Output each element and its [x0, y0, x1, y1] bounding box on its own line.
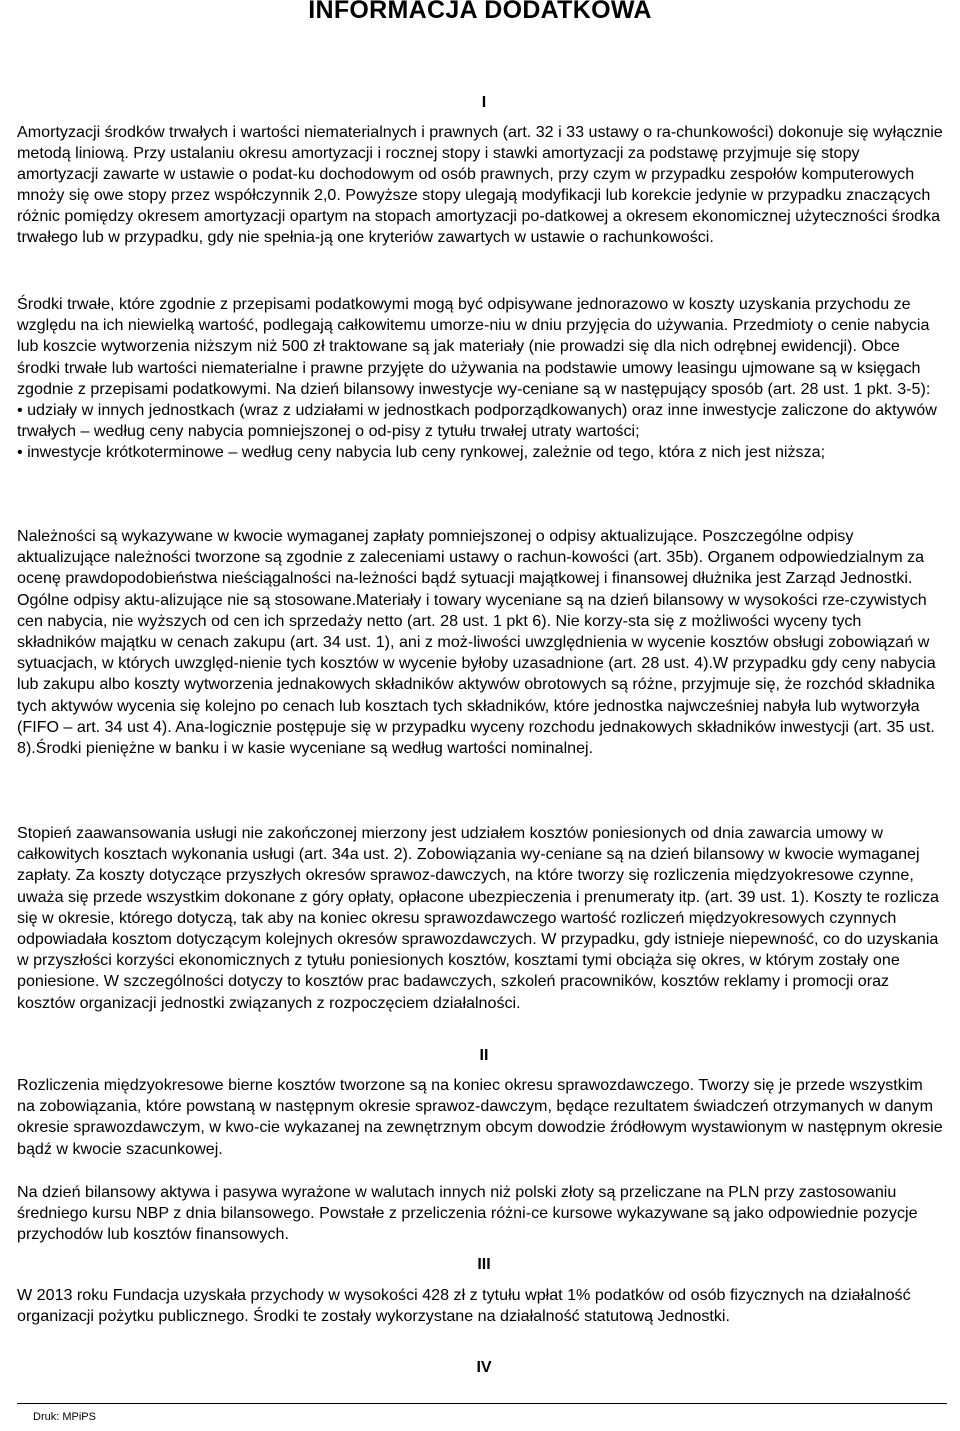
paragraph-currency: [17, 1182, 943, 1246]
paragraph-currency-text: Na dzień bilansowy aktywa i pasywa wyrażone w walutach innych niż polski złoty są przeliczane na PLN przy zastosowaniu średniego kursu NBP z dnia bilansowego. Powstałe z przeliczenia różni-ce kursowe wykazywane są jako odpowiednie pozycje przychodów lub kosztów finansowych.: [17, 1183, 918, 1244]
section-number-4: IV: [476, 1359, 492, 1376]
paragraph-receivables-text: Należności są wykazywane w kwocie wymaganej zapłaty pomniejszonej o odpisy aktualizujące. Poszczególne odpisy aktualizujące należności tworzone są zgodnie z zaleceniami ustawy o rachun-kowości (art. 35b). Organem odpowiedzialnym za ocenę prawdopodobieństwa nieściągalności na-leżności bądź sytuacji majątkowej i finansowej dłużnika jest Zarząd Jednostki. Ogólne odpisy aktu-alizujące nie są stosowane.Materiały i towary wyceniane są na dzień bilansowy w wysokości rze-czywistych cen nabycia, nie wyższych od cen ich sprzedaży netto (art. 28 ust. 1 pkt 6). Nie korzy-sta się z możliwości wyceny tych składników majątku w cenach zakupu (art. 34 ust. 1), ani z moż-liwości uwzględnienia w wycenie kosztów obsługi zobowiązań w sytuacjach, w których uwzględ-nienie tych kosztów w wycenie byłoby uzasadnione (art. 28 ust. 4).W przypadku gdy ceny nabycia lub zakupu albo koszty wytworzenia jednakowych składników aktywów obrotowych są różne, przyjmuje się, że rozchód składnika tych aktywów wycenia się kolejno po cenach lub kosztach tych składników, które jednostka najwcześniej nabyła lub wytworzyła (FIFO – art. 34 ust 4). Ana-logicznie postępuje się w przypadku wyceny rozchodu jednakowych składników inwestycji (art. 35 ust. 8).Środki pieniężne w banku i w kasie wyceniane są według wartości nominalnej.: [17, 527, 936, 758]
paragraph-service-progress: [17, 823, 943, 1014]
footer-print-label: Druk: MPiPS: [33, 1411, 96, 1423]
paragraph-one-percent-text: W 2013 roku Fundacja uzyskała przychody w wysokości 428 zł z tytułu wpłat 1% podatków od osób fizycznych na działalność organizacji pożytku publicznego. Środki te zostały wykorzystane na działalność statutową Jednostki.: [17, 1286, 911, 1326]
paragraph-receivables: [17, 526, 943, 759]
footer-divider: [17, 1403, 947, 1404]
paragraph-fixed-assets-text: Środki trwałe, które zgodnie z przepisami podatkowymi mogą być odpisywane jednorazowo w koszty uzyskania przychodu ze względu na ich niewielką wartość, podlegają całkowitemu umorze-niu w dniu przyjęcia do używania. Przedmioty o cenie nabycia lub koszcie wytworzenia niższym niż 500 zł traktowane są jak materiały (nie prowadzi się dla nich odrębnej ewidencji). Obce środki trwałe lub wartości niematerialne i prawne przyjęte do używania na podstawie umowy leasingu ujmowane są w księgach zgodnie z przepisami podatkowymi. Na dzień bilansowy inwestycje wy-ceniane są w następujący sposób (art. 28 ust. 1 pkt. 3-5):: [17, 295, 931, 398]
section-number-2: II: [479, 1047, 489, 1064]
section-number-1: I: [481, 94, 487, 111]
paragraph-accruals: [17, 1075, 943, 1160]
bullet-item-short-term-investments: • inwestycje krótkoterminowe – według ceny nabycia lub ceny rynkowej, zależnie od tego, która z nich jest niższa;: [17, 443, 826, 462]
paragraph-service-progress-text: Stopień zaawansowania usługi nie zakończonej mierzony jest udziałem kosztów poniesionych od dnia zawarcia umowy w całkowitych kosztach wykonania usługi (art. 34a ust. 2). Zobowiązania wy-ceniane są na dzień bilansowy w kwocie wymaganej zapłaty. Za koszty dotyczące przyszłych okresów sprawoz-dawczych, na które tworzy się rozliczenia międzyokresowe czynne, uważa się przede wszystkim dokonane z góry opłaty, opłacone ubezpieczenia i prenumeraty itp. (art. 39 ust. 1). Koszty te rozlicza się w okresie, którego dotyczą, tak aby na koniec okresu sprawozdawczego wartość rozliczeń międzyokresowych czynnych odpowiadała kosztom dotyczącym kolejnych okresów sprawozdawczych. W przypadku, gdy istnieje niepewność, co do uzyskania w przyszłości korzyści ekonomicznych z tytułu poniesionych kosztów, kosztami tymi obciąża się okres, w którym zostały one poniesione. W szczególności dotyczy to kosztów prac badawczych, szkoleń pracowników, kosztów reklamy i promocji oraz kosztów organizacji jednostki związanych z rozpoczęciem działalności.: [17, 824, 939, 1012]
paragraph-depreciation: [17, 122, 943, 248]
section-number-3: III: [477, 1256, 491, 1273]
page-title: INFORMACJA DODATKOWA: [308, 0, 652, 24]
paragraph-one-percent: [17, 1285, 943, 1327]
paragraph-accruals-text: Rozliczenia międzyokresowe bierne kosztów tworzone są na koniec okresu sprawozdawczego. Tworzy się je przede wszystkim na zobowiązania, które powstaną w następnym okresie sprawoz-dawczym, będące rezultatem świadczeń otrzymanych w danym okresie sprawozdawczym, w kwo-cie wykazanej na zewnętrznym obcym dowodzie źródłowym wystawionym w następnym okresie bądź w kwocie szacunkowej.: [17, 1076, 943, 1158]
paragraph-fixed-assets: [17, 294, 943, 464]
paragraph-depreciation-text: Amortyzacji środków trwałych i wartości niematerialnych i prawnych (art. 32 i 33 ustawy o ra-chunkowości) dokonuje się wyłącznie metodą liniową. Przy ustalaniu okresu amortyzacji i rocznej stopy i stawki amortyzacji za podstawę przyjmuje się stopy amortyzacji zawarte w ustawie o podat-ku dochodowym od osób prawnych, przy czym w przypadku zespołów komputerowych mnoży się owe stopy przez współczynnik 2,0. Powyższe stopy ulegają modyfikacji lub korekcie jedynie w przypadku znaczących różnic pomiędzy okresem amortyzacji opartym na stopach amortyzacji po-datkowej a okresem ekonomicznej użyteczności środka trwałego lub w przypadku, gdy nie spełnia-ją one kryteriów zawartych w ustawie o rachunkowości.: [17, 123, 943, 246]
bullet-item-shares: • udziały w innych jednostkach (wraz z udziałami w jednostkach podporządkowanych) oraz inne inwestycje zaliczone do aktywów trwałych – według ceny nabycia pomniejszonej o od-pisy z tytułu trwałej utraty wartości;: [17, 401, 937, 441]
